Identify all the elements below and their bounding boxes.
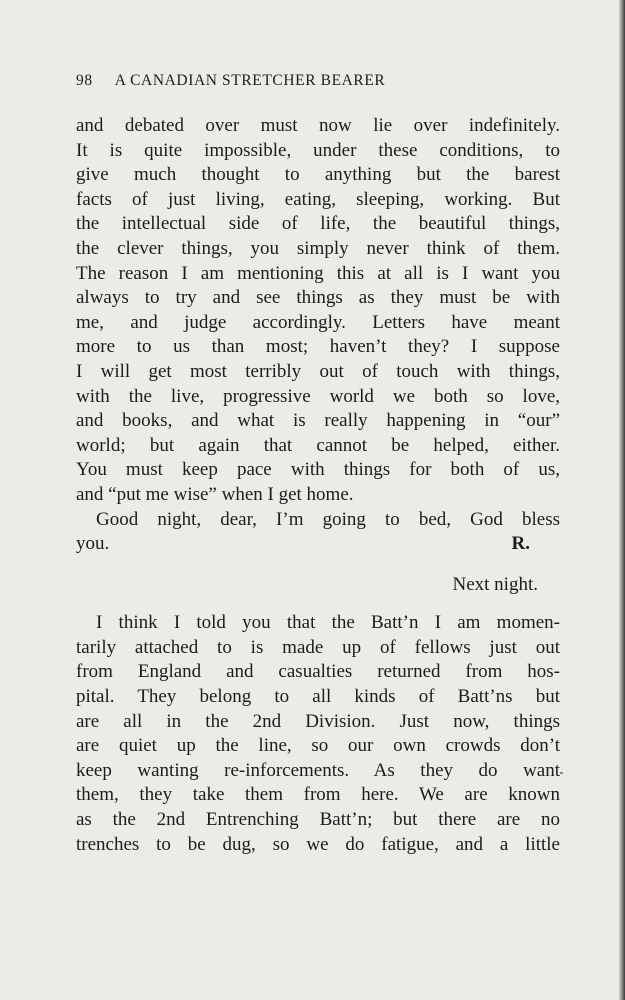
text-line: I think I told you that the Batt’n I am momen- bbox=[96, 612, 560, 634]
closing-paragraph bbox=[76, 508, 560, 557]
page-body bbox=[76, 114, 560, 857]
text-line: more to us than most; haven’t they? I suppose bbox=[76, 336, 560, 358]
text-line: give much thought to anything but the barest bbox=[76, 164, 560, 186]
text-line: trenches to be dug, so we do fatigue, and a little bbox=[76, 833, 560, 855]
text-line: and books, and what is really happening in “our” bbox=[76, 410, 560, 432]
text-line: Good night, dear, I’m going to bed, God bless bbox=[96, 508, 560, 530]
running-header bbox=[76, 72, 566, 90]
print-speck bbox=[560, 772, 563, 774]
text-line: and debated over must now lie over indefinitely. bbox=[76, 115, 560, 136]
text-line: the clever things, you simply never think of them. bbox=[76, 237, 560, 259]
text-line: with the live, progressive world we both so love, bbox=[76, 385, 560, 407]
text-line: world; but again that cannot be helped, either. bbox=[76, 434, 560, 456]
text-line: me, and judge accordingly. Letters have meant bbox=[76, 311, 560, 333]
text-line: always to try and see things as they must be with bbox=[76, 287, 560, 309]
text-line: It is quite impossible, under these conditions, to bbox=[76, 139, 560, 161]
text-line: are all in the 2nd Division. Just now, things bbox=[76, 710, 560, 732]
paragraph-1 bbox=[76, 114, 560, 508]
dateline: Next night. bbox=[452, 573, 538, 595]
page-number: 98 bbox=[76, 72, 93, 89]
running-title: A CANADIAN STRETCHER BEARER bbox=[114, 72, 386, 89]
text-line: as the 2nd Entrenching Batt’n; but there are no bbox=[76, 809, 560, 831]
text-line: and “put me wise” when I get home. bbox=[76, 483, 354, 505]
page-edge-shadow bbox=[619, 0, 625, 1000]
signature: R. bbox=[511, 533, 530, 555]
text-line: them, they take them from here. We are known bbox=[76, 784, 560, 806]
text-line: facts of just living, eating, sleeping, working. But bbox=[76, 188, 560, 210]
text-line: The reason I am mentioning this at all is I want you bbox=[76, 262, 560, 284]
signature-line bbox=[76, 532, 560, 557]
text-line: you. bbox=[76, 533, 110, 555]
text-line: from England and casualties returned from hos- bbox=[76, 661, 560, 683]
text-line: tarily attached to is made up of fellows just out bbox=[76, 636, 560, 658]
text-line: are quiet up the line, so our own crowds don’t bbox=[76, 735, 560, 757]
text-line: pital. They belong to all kinds of Batt’ns but bbox=[76, 686, 560, 708]
text-line: keep wanting re-inforcements. As they do want bbox=[76, 759, 560, 781]
text-line: the intellectual side of life, the beautiful things, bbox=[76, 213, 560, 235]
text-line: I will get most terribly out of touch with things, bbox=[76, 360, 560, 382]
paragraph-2 bbox=[76, 611, 560, 857]
text-line: You must keep pace with things for both of us, bbox=[76, 459, 560, 481]
